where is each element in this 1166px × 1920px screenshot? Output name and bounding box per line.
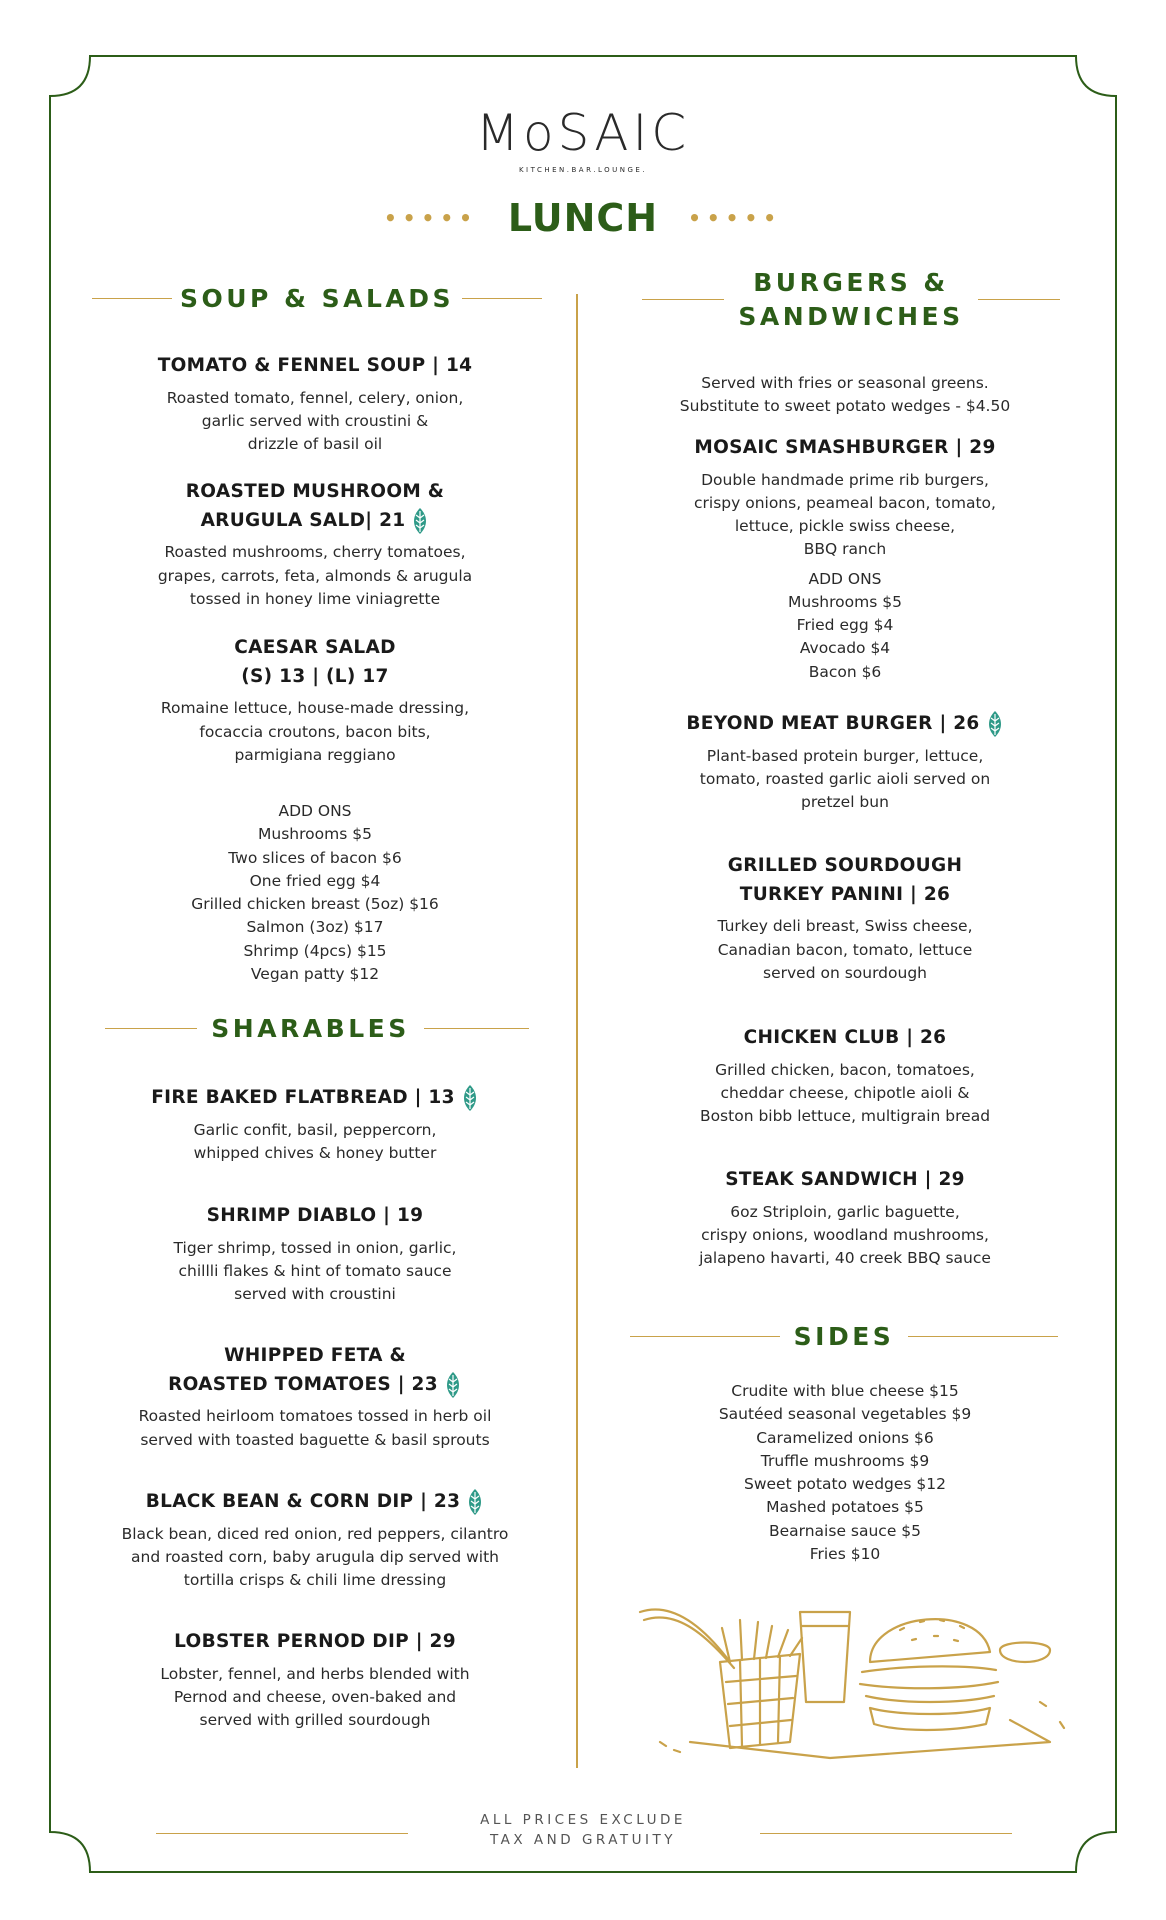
- desc-line: Turkey deli breast, Swiss cheese,: [717, 917, 973, 936]
- section-header-burgers: [626, 266, 1076, 334]
- item-description: [90, 697, 540, 767]
- addon-item: Two slices of bacon $6: [228, 848, 402, 867]
- desc-line: focaccia croutons, bacon bits,: [199, 722, 431, 741]
- item-name: MOSAIC SMASHBURGER | 29: [694, 437, 996, 458]
- desc-line: Romaine lettuce, house-made dressing,: [160, 699, 470, 718]
- item-name-text: FIRE BAKED FLATBREAD | 13: [151, 1087, 455, 1108]
- item-name-line: [90, 507, 540, 536]
- desc-line: chillli flakes & hint of tomato sauce: [178, 1261, 452, 1280]
- item-description: [90, 1663, 540, 1733]
- desc-line: Canadian bacon, tomato, lettuce: [717, 940, 973, 959]
- desc-line: parmigiana reggiano: [234, 745, 396, 764]
- item-description: [90, 1119, 540, 1166]
- desc-line: grapes, carrots, feta, almonds & arugula: [157, 566, 473, 585]
- footer-note: [0, 1810, 1166, 1851]
- item-description: [90, 387, 540, 457]
- addon-item: Vegan patty $12: [250, 964, 380, 983]
- side-item: Bearnaise sauce $5: [768, 1521, 922, 1540]
- desc-line: drizzle of basil oil: [247, 435, 383, 454]
- desc-line: Roasted tomato, fennel, celery, onion,: [166, 388, 464, 407]
- desc-line: and roasted corn, baby arugula dip served with: [131, 1547, 499, 1566]
- heading-rule: [642, 299, 724, 300]
- desc-line: Garlic confit, basil, peppercorn,: [193, 1120, 437, 1139]
- section-title-sharables: SHARABLES: [211, 1014, 410, 1043]
- addon-item: Mushrooms $5: [258, 825, 372, 844]
- item-description: [620, 1059, 1070, 1129]
- vegetarian-leaf-icon: [444, 1371, 462, 1399]
- item-description: [620, 745, 1070, 815]
- desc-line: crispy onions, peameal bacon, tomato,: [694, 493, 996, 512]
- desc-line: garlic served with croustini &: [201, 411, 429, 430]
- item-name-line: WHIPPED FETA &: [224, 1345, 406, 1366]
- side-item: Fries $10: [809, 1544, 881, 1563]
- addon-item: Mushrooms $5: [788, 592, 902, 611]
- footer-line: TAX AND GRATUITY: [489, 1832, 677, 1849]
- brand-tagline: KITCHEN.BAR.LOUNGE.: [518, 166, 648, 174]
- desc-line: lettuce, pickle swiss cheese,: [734, 517, 956, 536]
- menu-item: [90, 1084, 540, 1165]
- item-description: [620, 915, 1070, 985]
- item-name-text: BEYOND MEAT BURGER | 26: [686, 713, 980, 734]
- burger-fries-illustration: [630, 1592, 1090, 1762]
- addons-list: [90, 800, 540, 986]
- side-item: Crudite with blue cheese $15: [731, 1382, 959, 1400]
- addons-list: [620, 568, 1070, 684]
- desc-line: Lobster, fennel, and herbs blended with: [160, 1664, 470, 1683]
- vegetarian-leaf-icon: [461, 1084, 479, 1112]
- item-name-line: TURKEY PANINI | 26: [739, 883, 951, 905]
- section-header-soup-salads: [86, 282, 548, 316]
- desc-line: 6oz Striploin, garlic baguette,: [730, 1202, 960, 1221]
- column-divider: [576, 294, 578, 1768]
- addon-item: One fried egg $4: [249, 871, 381, 890]
- item-description: [90, 541, 540, 611]
- section-header-sides: [616, 1320, 1072, 1354]
- desc-line: tossed in honey lime viniagrette: [189, 589, 441, 608]
- vegetarian-leaf-icon: [466, 1488, 484, 1516]
- menu-item: [620, 852, 1070, 985]
- menu-item: [90, 634, 540, 767]
- section-header-sharables: [92, 1012, 542, 1046]
- item-description: [620, 469, 1070, 562]
- item-name-line: [620, 710, 1070, 739]
- item-name: CHICKEN CLUB | 26: [743, 1027, 947, 1048]
- desc-line: Pernod and cheese, oven-baked and: [173, 1687, 457, 1706]
- item-description: [620, 1201, 1070, 1271]
- addons-title: ADD ONS: [808, 569, 882, 588]
- item-name-text: BLACK BEAN & CORN DIP | 23: [145, 1491, 461, 1512]
- item-name: STEAK SANDWICH | 29: [725, 1169, 965, 1190]
- addon-item: Grilled chicken breast (5oz) $16: [191, 895, 439, 913]
- menu-item: [90, 1488, 540, 1592]
- intro-line: Substitute to sweet potato wedges - $4.50: [679, 397, 1011, 416]
- section-title-soup-salads: SOUP & SALADS: [180, 284, 454, 313]
- addons-title: ADD ONS: [278, 802, 352, 820]
- desc-line: served with grilled sourdough: [199, 1711, 431, 1730]
- dots-ornament-right: •••••: [688, 206, 783, 230]
- addon-item: Shrimp (4pcs) $15: [243, 941, 387, 960]
- item-description: [90, 1237, 540, 1307]
- section-title-burgers: [724, 266, 977, 334]
- menu-title-row: [0, 196, 1166, 240]
- item-description: [90, 1523, 540, 1593]
- desc-line: Boston bibb lettuce, multigrain bread: [699, 1107, 991, 1126]
- menu-item: [90, 1628, 540, 1732]
- item-name-line: ROASTED MUSHROOM &: [185, 481, 445, 502]
- desc-line: crispy onions, woodland mushrooms,: [701, 1225, 989, 1244]
- side-item: Caramelized onions $6: [756, 1428, 934, 1447]
- brand-logo: [0, 104, 1166, 174]
- menu-item: [620, 710, 1070, 814]
- addon-item: Bacon $6: [808, 662, 882, 681]
- menu-item: [90, 352, 540, 456]
- item-name-line: [90, 1488, 540, 1517]
- desc-line: whipped chives & honey butter: [193, 1143, 437, 1162]
- menu-item: [620, 1166, 1070, 1270]
- item-name-line: CAESAR SALAD: [234, 637, 396, 658]
- brand-name: MoSAIC: [475, 104, 691, 162]
- section-title-line: SANDWICHES: [738, 301, 964, 331]
- heading-rule: [424, 1028, 529, 1029]
- desc-line: Black bean, diced red onion, red peppers, cilantro: [121, 1524, 509, 1543]
- section-intro: [620, 372, 1070, 419]
- menu-item: [620, 1024, 1070, 1128]
- desc-line: jalapeno havarti, 40 creek BBQ sauce: [699, 1249, 991, 1268]
- item-name-line: [90, 1084, 540, 1113]
- desc-line: tortilla crisps & chili lime dressing: [183, 1571, 447, 1590]
- desc-line: Roasted mushrooms, cherry tomatoes,: [164, 543, 466, 562]
- heading-rule: [462, 298, 542, 299]
- menu-item: [90, 1342, 540, 1452]
- section-title-sides: SIDES: [793, 1322, 895, 1351]
- desc-line: Plant-based protein burger, lettuce,: [706, 746, 984, 765]
- item-name-text: ROASTED TOMATOES | 23: [168, 1373, 438, 1395]
- heading-rule: [978, 299, 1060, 300]
- vegetarian-leaf-icon: [411, 507, 429, 535]
- menu-title: LUNCH: [507, 196, 659, 240]
- dots-ornament-left: •••••: [383, 206, 478, 230]
- heading-rule: [908, 1336, 1058, 1337]
- desc-line: Tiger shrimp, tossed in onion, garlic,: [173, 1238, 457, 1257]
- item-name-text: ARUGULA SALD| 21: [200, 509, 406, 531]
- heading-rule: [630, 1336, 780, 1337]
- desc-line: BBQ ranch: [803, 540, 887, 559]
- desc-line: Grilled chicken, bacon, tomatoes,: [715, 1060, 975, 1079]
- heading-rule: [92, 298, 172, 299]
- item-name-line: (S) 13 | (L) 17: [241, 665, 389, 687]
- heading-rule: [105, 1028, 197, 1029]
- desc-line: tomato, roasted garlic aioli served on: [699, 769, 991, 788]
- menu-item: [90, 1202, 540, 1306]
- addon-item: Salmon (3oz) $17: [246, 918, 384, 937]
- addon-item: Avocado $4: [799, 639, 891, 658]
- section-title-line: BURGERS &: [753, 268, 949, 297]
- item-name: TOMATO & FENNEL SOUP | 14: [157, 355, 473, 376]
- side-item: Sautéed seasonal vegetables $9: [718, 1405, 972, 1424]
- item-description: [90, 1405, 540, 1452]
- item-name-line: [90, 1371, 540, 1400]
- sides-list: [620, 1380, 1070, 1566]
- side-item: Truffle mushrooms $9: [760, 1451, 930, 1470]
- desc-line: served on sourdough: [763, 963, 927, 982]
- desc-line: Double handmade prime rib burgers,: [701, 470, 989, 489]
- side-item: Sweet potato wedges $12: [744, 1475, 946, 1493]
- desc-line: served with croustini: [234, 1285, 396, 1304]
- footer-line: ALL PRICES EXCLUDE: [480, 1812, 686, 1828]
- addon-item: Fried egg $4: [796, 616, 894, 635]
- desc-line: pretzel bun: [801, 793, 889, 812]
- item-name: SHRIMP DIABLO | 19: [206, 1205, 424, 1226]
- vegetarian-leaf-icon: [986, 710, 1004, 738]
- intro-line: Served with fries or seasonal greens.: [701, 374, 989, 392]
- desc-line: cheddar cheese, chipotle aioli &: [720, 1083, 970, 1102]
- item-name-line: GRILLED SOURDOUGH: [727, 855, 963, 876]
- desc-line: Roasted heirloom tomatoes tossed in herb oil: [138, 1407, 492, 1426]
- side-item: Mashed potatoes $5: [766, 1498, 924, 1517]
- menu-item: [90, 478, 540, 611]
- menu-item: [620, 434, 1070, 684]
- desc-line: served with toasted baguette & basil sprouts: [140, 1430, 490, 1449]
- item-name: LOBSTER PERNOD DIP | 29: [174, 1631, 456, 1652]
